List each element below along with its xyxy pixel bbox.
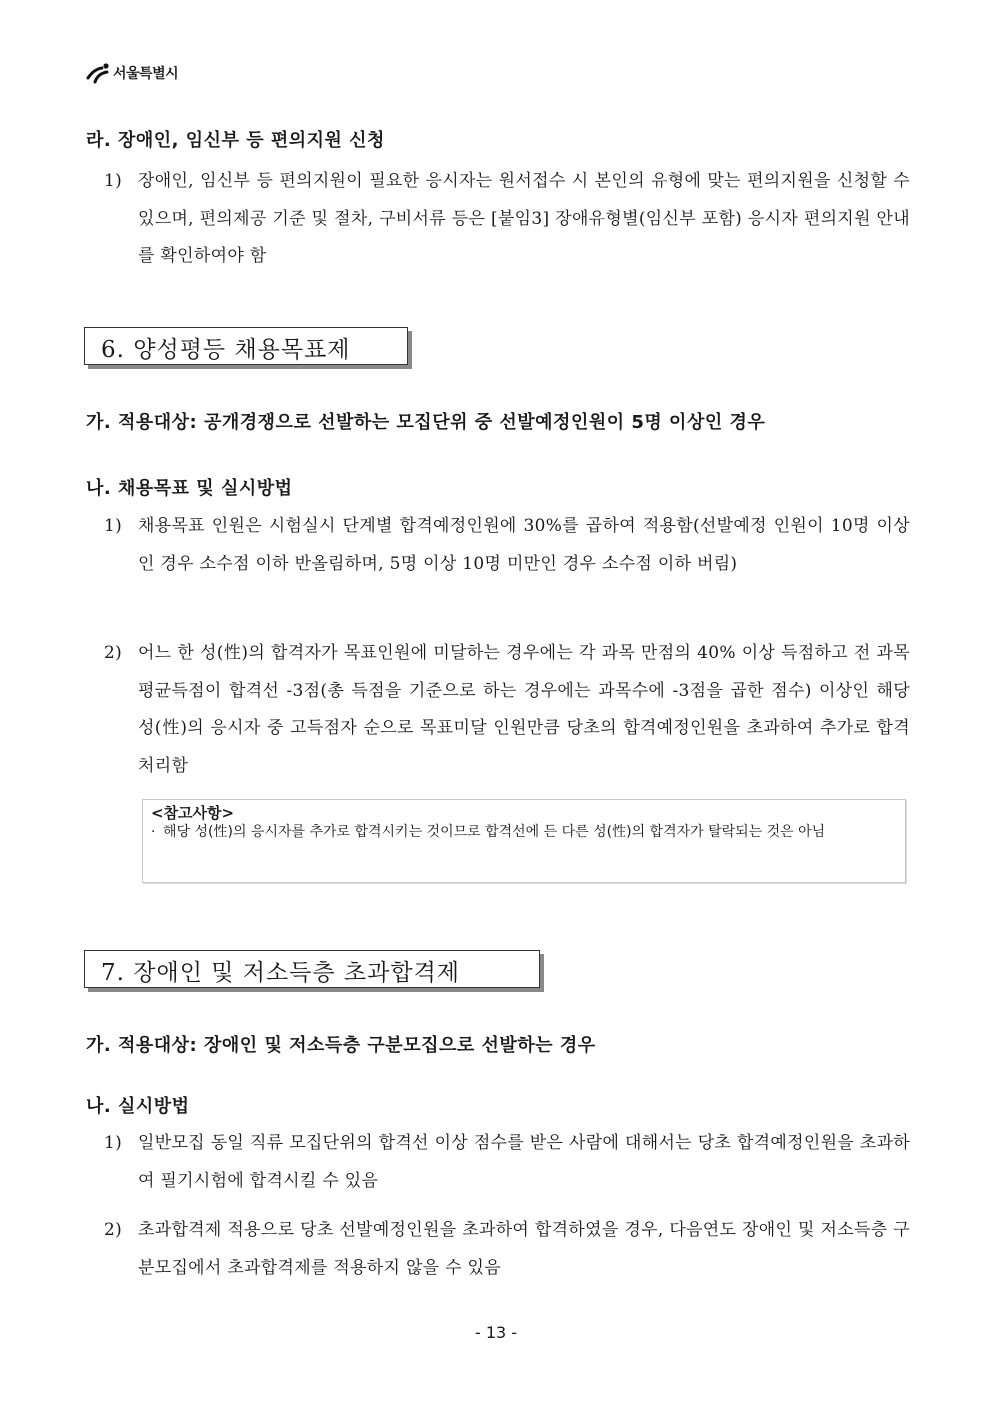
item-text: 채용목표 인원은 시험실시 단계별 합격예정인원에 30%를 곱하여 적용함(선발예정 인원이 10명 이상인 경우 소수점 이하 반올림하며, 5명 이상 10명 미만인 경우 소수점 이하 버림) — [138, 516, 910, 574]
heading-ra: 라. 장애인, 임신부 등 편의지원 신청 — [86, 130, 385, 151]
page-number: - 13 - — [474, 1323, 518, 1342]
list-item — [104, 1212, 910, 1287]
header-logo — [86, 62, 178, 84]
item-number: 2) — [104, 643, 123, 663]
item-number: 2) — [104, 1220, 123, 1240]
note-bullet: · — [151, 824, 156, 840]
item-text: 일반모집 동일 직류 모집단위의 합격선 이상 점수를 받은 사람에 대해서는 당초 합격예정인원을 초과하여 필기시험에 합격시킬 수 있음 — [138, 1133, 910, 1191]
heading-7-ga: 가. 적용대상: 장애인 및 저소득층 구분모집으로 선발하는 경우 — [86, 1035, 596, 1056]
list-item — [104, 508, 910, 583]
reference-note-box — [142, 799, 906, 883]
section-6-title-box — [84, 327, 408, 365]
section-7-title-box — [84, 950, 540, 988]
list-item — [104, 635, 910, 785]
note-text: 해당 성(性)의 응시자를 추가로 합격시키는 것이므로 합격선에 든 다른 성(性)의 합격자가 탈락되는 것은 아님 — [163, 824, 826, 840]
logo-text: 서울특별시 — [113, 66, 179, 82]
item-text: 초과합격제 적용으로 당초 선발예정인원을 초과하여 합격하였을 경우, 다음연도 장애인 및 저소득층 구분모집에서 초과합격제를 적용하지 않을 수 있음 — [138, 1220, 910, 1278]
heading-6-ga: 가. 적용대상: 공개경쟁으로 선발하는 모집단위 중 선발예정인원이 5명 이상인 경우 — [86, 412, 766, 433]
heading-7-na: 나. 실시방법 — [86, 1096, 190, 1117]
item-number: 1) — [104, 1133, 123, 1153]
heading-6-na: 나. 채용목표 및 실시방법 — [86, 478, 293, 499]
item-text: 어느 한 성(性)의 합격자가 목표인원에 미달하는 경우에는 각 과목 만점의 40% 이상 득점하고 전 과목 평균득점이 합격선 -3점(총 득점을 기준으로 하는 경우에는 과목수에 -3점을 곱한 점수) 이상인 해당 성(性)의 응시자 중 고득점자 순으로 목표미달 인원만큼 당초의 합격예정인원을 초과하여 추가로 합격 처리함 — [138, 643, 910, 776]
seoul-logo-icon — [86, 62, 112, 84]
note-text-line — [151, 823, 897, 842]
note-title: <참고사항> — [151, 804, 235, 822]
list-item — [104, 1125, 910, 1200]
section-7-title: 7. 장애인 및 저소득층 초과합격제 — [101, 960, 461, 986]
list-item — [104, 163, 910, 276]
item-text: 장애인, 임신부 등 편의지원이 필요한 응시자는 원서접수 시 본인의 유형에 맞는 편의지원을 신청할 수 있으며, 편의제공 기준 및 절차, 구비서류 등은 [붙임3] 장애유형별(임신부 포함) 응시자 편의지원 안내를 확인하여야 함 — [138, 171, 910, 266]
item-number: 1) — [104, 516, 123, 536]
section-6-title: 6. 양성평등 채용목표제 — [101, 337, 351, 363]
item-number: 1) — [104, 171, 123, 191]
